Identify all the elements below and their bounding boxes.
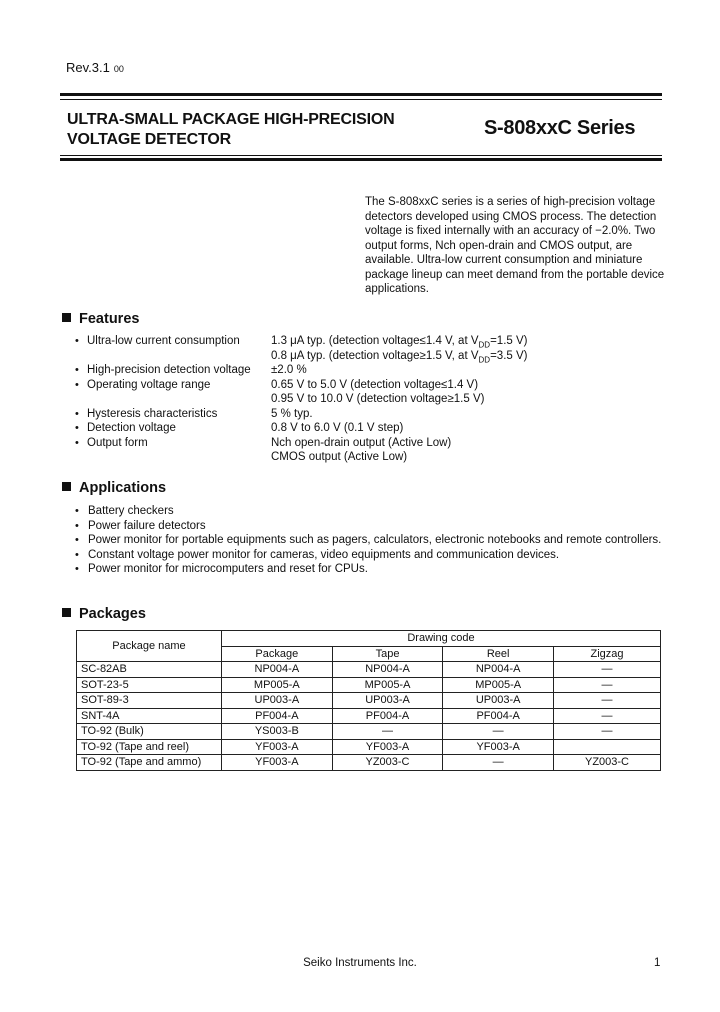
revision-sub: 00 — [113, 64, 124, 74]
table-row — [77, 708, 661, 724]
application-item: • Constant voltage power monitor for cameras, video equipments and communication devices. — [75, 548, 665, 563]
header-rule-thin — [60, 99, 662, 100]
feature-label: Hysteresis characteristics — [87, 407, 218, 420]
drawing-code-cell: YF003-A — [443, 739, 554, 755]
revision-number: Rev.3.1 — [66, 60, 110, 75]
bullet-icon: • — [75, 422, 79, 434]
drawing-code-cell: — — [332, 724, 443, 740]
table-body — [77, 662, 661, 771]
table-row — [77, 662, 661, 678]
col-drawing-code: Drawing code — [222, 631, 661, 647]
drawing-code-cell: YZ003-C — [554, 755, 661, 771]
package-name-cell: SOT-89-3 — [77, 693, 222, 709]
header-rule-thick — [60, 93, 662, 96]
drawing-code-cell: YF003-A — [332, 739, 443, 755]
title-line-2: VOLTAGE DETECTOR — [67, 131, 231, 148]
document-title — [67, 110, 394, 150]
package-name-cell: TO-92 (Tape and reel) — [77, 739, 222, 755]
square-bullet-icon — [62, 313, 71, 322]
application-item: • Power monitor for portable equipments such as pagers, calculators, electronic notebooks and remote controllers. — [75, 533, 665, 548]
drawing-code-cell: UP003-A — [222, 693, 333, 709]
applications-heading: Applications — [62, 480, 166, 496]
package-name-cell: TO-92 (Bulk) — [77, 724, 222, 740]
square-bullet-icon — [62, 608, 71, 617]
drawing-code-cell: YS003-B — [222, 724, 333, 740]
feature-value: 0.8 V to 6.0 V (0.1 V step) — [271, 422, 404, 434]
feature-value: 0.95 V to 10.0 V (detection voltage≥1.5 V) — [271, 393, 485, 405]
revision-label — [66, 60, 124, 75]
col-package-name: Package name — [77, 631, 222, 662]
application-item: • Battery checkers — [75, 504, 665, 519]
drawing-code-cell: PF004-A — [222, 708, 333, 724]
drawing-code-cell: UP003-A — [443, 693, 554, 709]
drawing-code-cell: — — [554, 677, 661, 693]
bullet-icon: • — [75, 335, 79, 347]
feature-label: Operating voltage range — [87, 378, 211, 391]
drawing-code-cell: UP003-A — [332, 693, 443, 709]
feature-label: High-precision detection voltage — [87, 364, 251, 376]
series-name: S-808xxC Series — [484, 117, 636, 139]
feature-value: 5 % typ. — [271, 407, 313, 420]
drawing-code-cell: PF004-A — [332, 708, 443, 724]
drawing-code-cell: YZ003-C — [332, 755, 443, 771]
feature-value: 1.3 μA typ. (detection voltage≤1.4 V, at $V_{DD}=1.5$ V) — [271, 335, 528, 350]
footer-company: Seiko Instruments Inc. — [303, 957, 417, 969]
page-number: 1 — [654, 957, 661, 969]
col-tape: Tape — [332, 646, 443, 662]
package-name-cell: SNT-4A — [77, 708, 222, 724]
application-item: • Power failure detectors — [75, 519, 665, 534]
packages-heading: Packages — [62, 606, 146, 622]
feature-value: ±2.0 % — [271, 364, 307, 376]
table-row — [77, 693, 661, 709]
header-rule-bottom — [60, 155, 662, 156]
square-bullet-icon — [62, 482, 71, 491]
col-package: Package — [222, 646, 333, 662]
feature-value: Nch open-drain output (Active Low) — [271, 436, 452, 449]
feature-label: Detection voltage — [87, 422, 176, 434]
header-rule-bottom-thick — [60, 158, 662, 161]
package-name-cell: TO-92 (Tape and ammo) — [77, 755, 222, 771]
drawing-code-cell: NP004-A — [222, 662, 333, 678]
bullet-icon: • — [75, 378, 79, 391]
features-heading: Features — [62, 311, 139, 327]
drawing-code-cell: — — [554, 708, 661, 724]
package-name-cell: SC-82AB — [77, 662, 222, 678]
table-row — [77, 755, 661, 771]
table-row — [77, 739, 661, 755]
application-item: • Power monitor for microcomputers and reset for CPUs. — [75, 562, 665, 577]
col-reel: Reel — [443, 646, 554, 662]
title-line-1: ULTRA-SMALL PACKAGE HIGH-PRECISION — [67, 111, 395, 128]
col-zigzag: Zigzag — [554, 646, 661, 662]
bullet-icon: • — [75, 407, 79, 420]
table-row — [77, 724, 661, 740]
feature-label: Ultra-low current consumption — [87, 335, 240, 347]
table-row — [77, 677, 661, 693]
drawing-code-cell: YF003-A — [222, 755, 333, 771]
drawing-code-cell: — — [554, 724, 661, 740]
drawing-code-cell: — — [554, 693, 661, 709]
drawing-code-cell: NP004-A — [332, 662, 443, 678]
drawing-code-cell: — — [443, 755, 554, 771]
intro-paragraph: The S-808xxC series is a series of high-precision voltage detectors developed using CMOS process. The detection voltage is fixed internally with an accuracy of −2.0%. Two output forms, Nch open-drain and CMOS output, are available. Ultra-low current consumption and miniature package lineup can meet demand from the portable device applications. — [365, 196, 665, 295]
packages-table — [76, 630, 661, 771]
drawing-code-cell: — — [554, 662, 661, 678]
feature-value: 0.65 V to 5.0 V (detection voltage≤1.4 V) — [271, 378, 479, 391]
drawing-code-cell: YF003-A — [222, 739, 333, 755]
applications-list — [75, 504, 665, 577]
drawing-code-cell: — — [443, 724, 554, 740]
feature-label: Output form — [87, 436, 148, 449]
drawing-code-cell — [554, 739, 661, 755]
bullet-icon: • — [75, 364, 79, 376]
feature-value: CMOS output (Active Low) — [271, 451, 408, 463]
drawing-code-cell: NP004-A — [443, 662, 554, 678]
drawing-code-cell: MP005-A — [332, 677, 443, 693]
bullet-icon: • — [75, 436, 79, 449]
package-name-cell: SOT-23-5 — [77, 677, 222, 693]
drawing-code-cell: PF004-A — [443, 708, 554, 724]
feature-value: 0.8 μA typ. (detection voltage≥1.5 V, at $V_{DD}=3.5$ V) — [271, 349, 528, 364]
drawing-code-cell: MP005-A — [443, 677, 554, 693]
drawing-code-cell: MP005-A — [222, 677, 333, 693]
